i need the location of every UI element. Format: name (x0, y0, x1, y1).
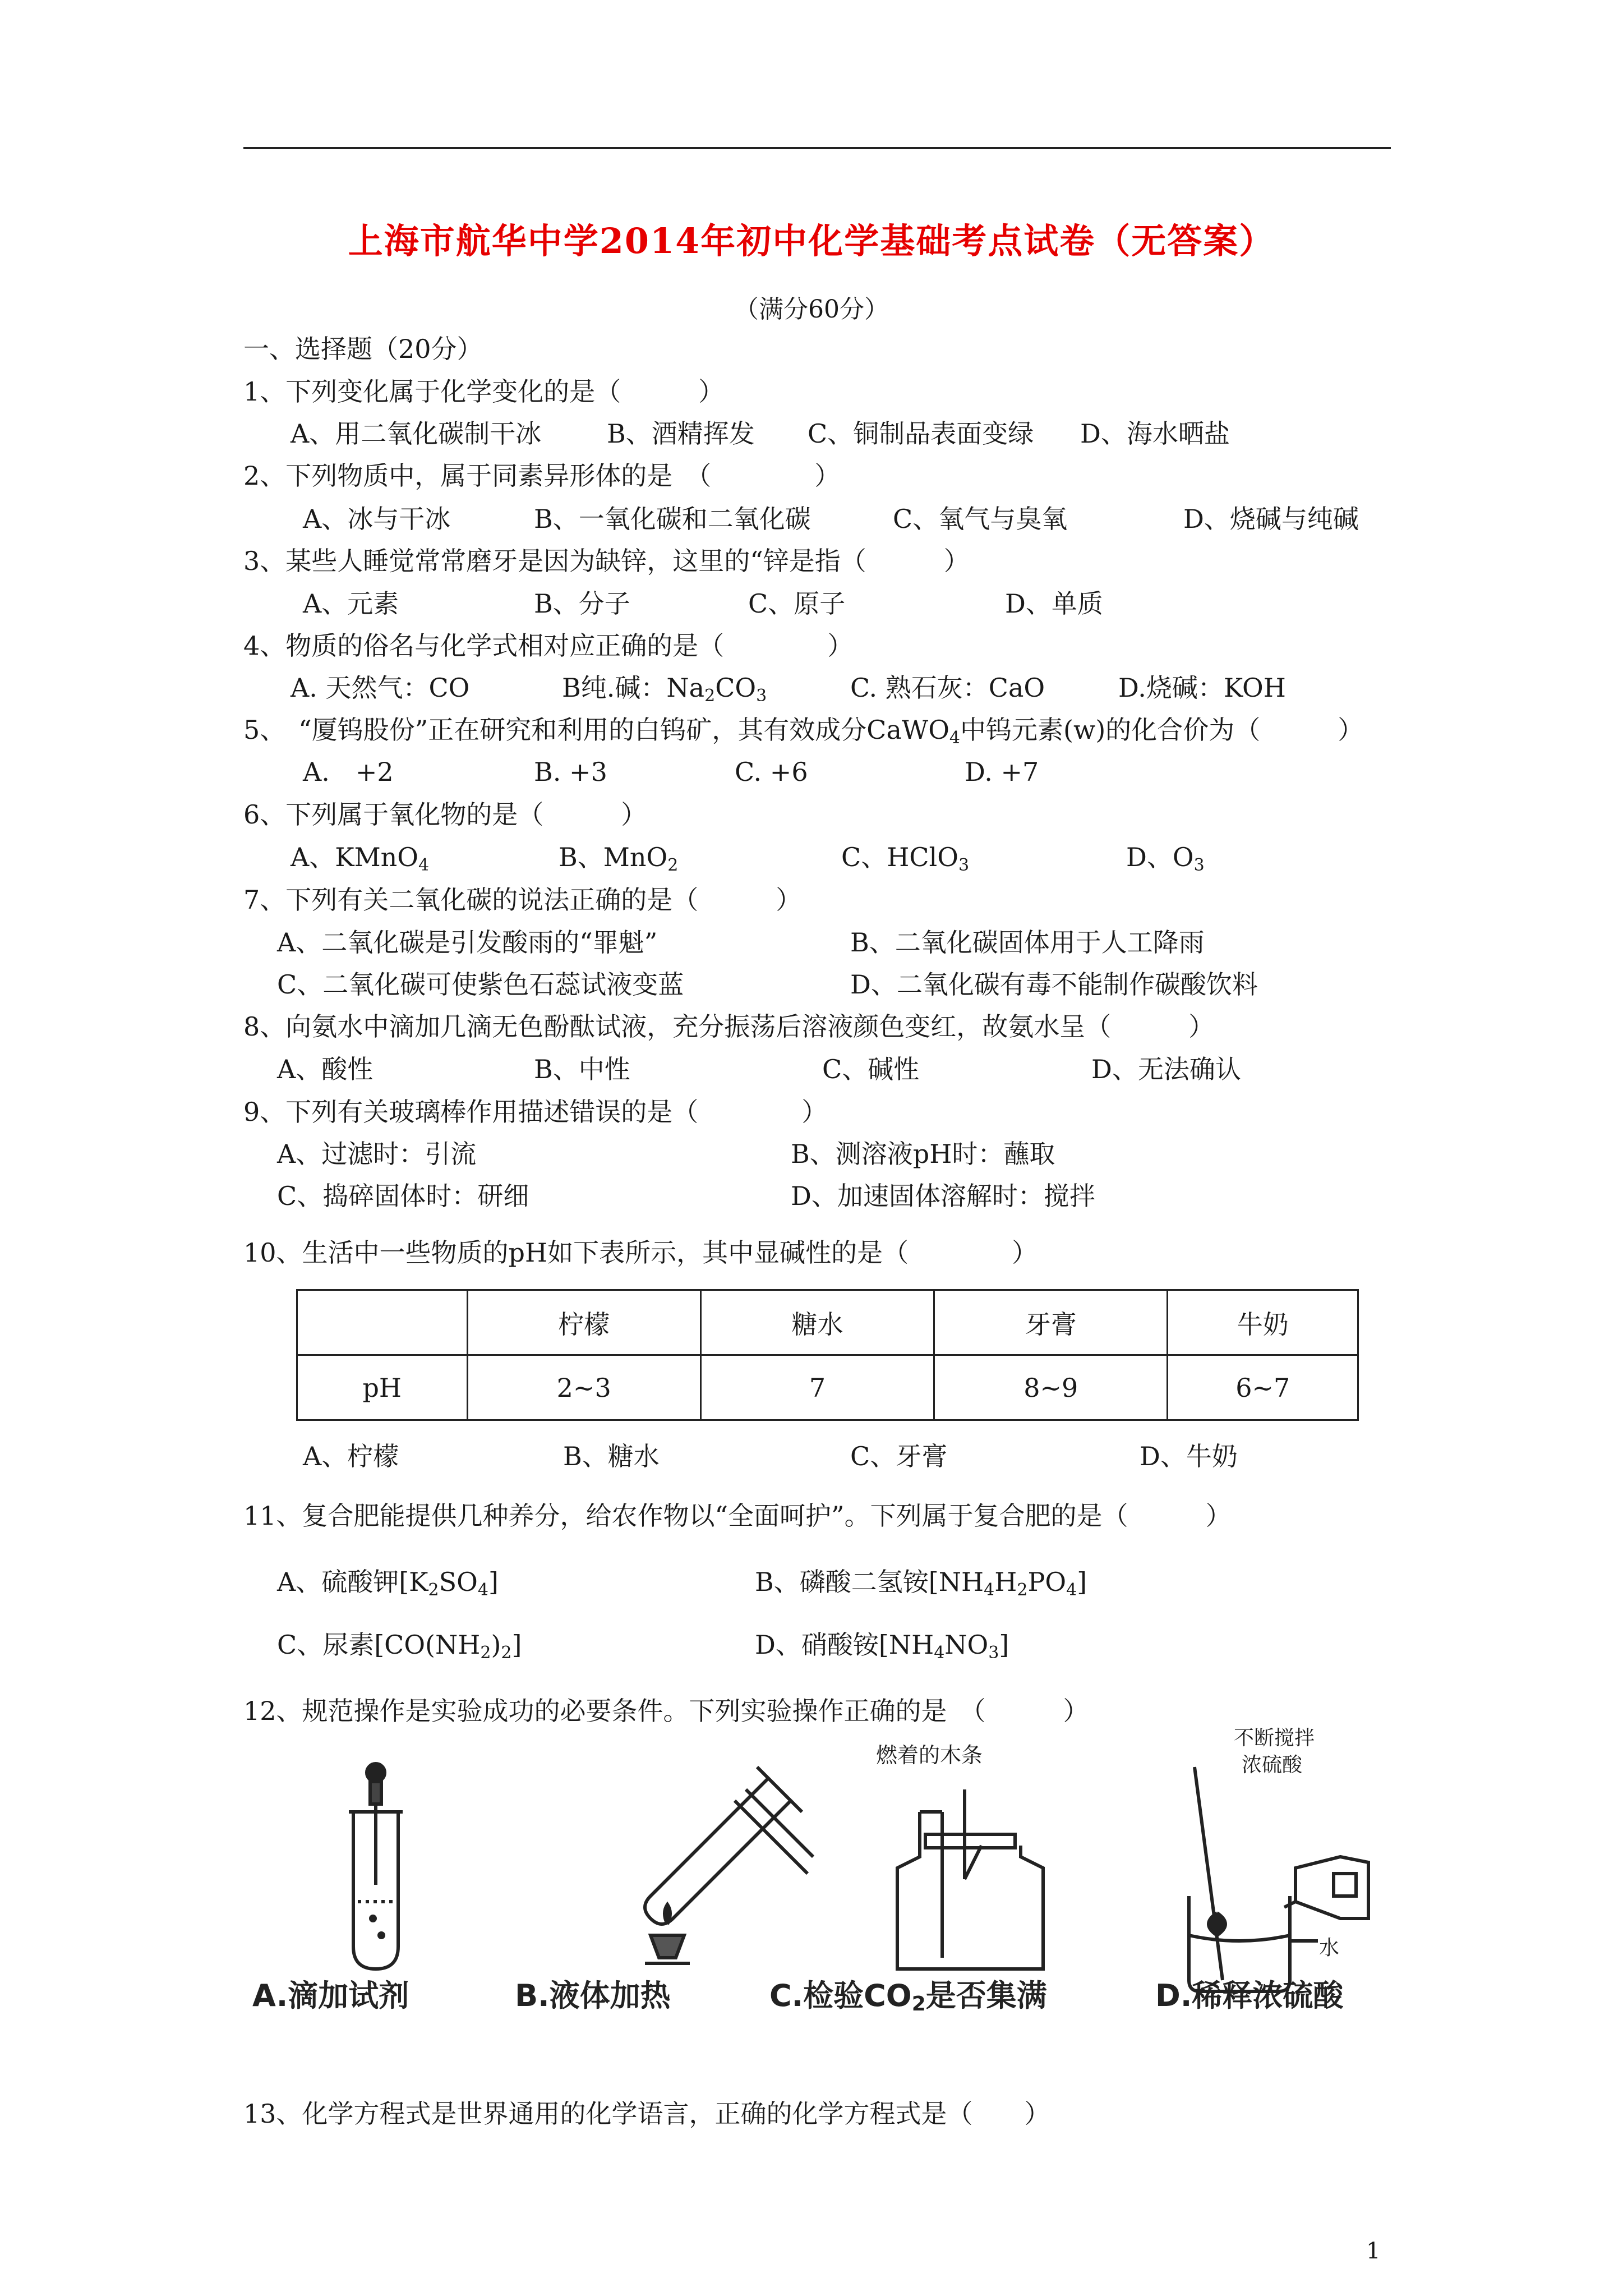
q11-stem: 11、复合肥能提供几种养分，给农作物以“全面呵护”。下列属于复合肥的是（ ） (243, 1501, 1232, 1531)
q6-option-d: D、$O_3$ (1126, 842, 1205, 875)
q7-option-b: B、二氧化碳固体用于人工降雨 (850, 927, 1205, 958)
q9-option-d: D、加速固体溶解时：搅拌 (791, 1181, 1095, 1211)
q5-option-c: C. +6 (735, 757, 808, 787)
q11-option-d: D、硝酸铵$[NH_4NO_3]$ (755, 1630, 1009, 1663)
q8-option-d: D、无法确认 (1091, 1054, 1241, 1084)
q2-option-b: B、一氧化碳和二氧化碳 (534, 504, 811, 534)
q2-option-a: A、冰与干冰 (303, 504, 451, 534)
q11-option-c: C、尿素$[CO(NH_2)_2]$ (277, 1630, 522, 1663)
q10-option-d: D、牛奶 (1140, 1441, 1238, 1471)
q6-option-b: B、MnO$_2$ (559, 842, 679, 875)
table-header-row (297, 1290, 1358, 1355)
table-cell: 6~7 (1168, 1355, 1358, 1420)
q13-stem: 13、化学方程式是世界通用的化学语言，正确的化学方程式是（ ） (243, 2099, 1050, 2129)
figure-a-caption: A.滴加试剂 (252, 1978, 409, 2013)
q10-option-c: C、牙膏 (850, 1441, 948, 1471)
q5-option-b: B. +3 (534, 757, 607, 787)
q5-option-d: D. +7 (965, 757, 1039, 787)
table-cell: 糖水 (700, 1290, 934, 1355)
beaker-figure (1155, 1756, 1391, 2003)
q8-option-b: B、中性 (534, 1054, 630, 1084)
q5-option-a: A. +2 (303, 757, 394, 787)
q1-option-d: D、海水晒盐 (1080, 418, 1230, 449)
q3-option-d: D、单质 (1005, 588, 1103, 619)
q9-option-a: A、过滤时：引流 (277, 1139, 477, 1169)
q2-option-d: D、烧碱与纯碱 (1183, 504, 1359, 534)
q7-stem: 7、下列有关二氧化碳的说法正确的是（ ） (243, 885, 802, 915)
gas-jar-figure (858, 1756, 1094, 2003)
q12-stem: 12、规范操作是实验成功的必要条件。下列实验操作正确的是 （ ） (243, 1696, 1089, 1726)
q4-option-d: D.烧碱：KOH (1118, 673, 1286, 703)
q7-option-c: C、二氧化碳可使紫色石蕊试液变蓝 (277, 969, 684, 1000)
dropper-test-tube-figure (264, 1756, 499, 2003)
page-number: 1 (1366, 2238, 1381, 2264)
table-cell: pH (297, 1355, 468, 1420)
q5-stem: 5、 “厦钨股份”正在研究和利用的白钨矿，其有效成分CaWO$_4$中钨元素(w)的化合价为（ ） (243, 715, 1364, 748)
table-cell: 7 (700, 1355, 934, 1420)
q3-option-a: A、元素 (303, 588, 399, 619)
q11-option-b: B、磷酸二氢铵$[NH_4H_2PO_4]$ (755, 1567, 1087, 1600)
table-cell (297, 1290, 468, 1355)
q3-stem: 3、某些人睡觉常常磨牙是因为缺锌，这里的“锌是指（ ） (243, 546, 970, 576)
table-cell: 牛奶 (1168, 1290, 1358, 1355)
q4-option-b: B纯.碱：$Na_2CO_3$ (562, 673, 767, 706)
q1-option-a: A、用二氧化碳制干冰 (291, 418, 542, 449)
q6-option-a: A、KMnO$_4$ (291, 842, 430, 875)
table-cell: 2~3 (467, 1355, 700, 1420)
q8-stem: 8、向氨水中滴加几滴无色酚酞试液，充分振荡后溶液颜色变红，故氨水呈（ ） (243, 1011, 1215, 1042)
q6-stem: 6、下列属于氧化物的是（ ） (243, 799, 647, 830)
q8-option-a: A、酸性 (277, 1054, 374, 1084)
q9-stem: 9、下列有关玻璃棒作用描述错误的是（ ） (243, 1097, 828, 1127)
q2-stem: 2、下列物质中，属于同素异形体的是 （ ） (243, 461, 841, 491)
q2-option-c: C、氧气与臭氧 (893, 504, 1068, 534)
table-cell: 8~9 (934, 1355, 1168, 1420)
q9-option-b: B、测溶液pH时：蘸取 (791, 1139, 1055, 1169)
figure-b-caption: B.液体加热 (515, 1978, 671, 2013)
figure-c-label: 燃着的木条 (876, 1743, 983, 1768)
ph-table (296, 1289, 1359, 1421)
q3-option-c: C、原子 (748, 588, 846, 619)
table-cell: 牙膏 (934, 1290, 1168, 1355)
figure-d-label-water: 水 (1319, 1936, 1340, 1959)
q11-option-a: A、硫酸钾$[K_2SO_4]$ (277, 1567, 499, 1600)
figure-c-caption: C.检验$CO_2$是否集满 (769, 1978, 1047, 2016)
q4-stem: 4、物质的俗名与化学式相对应正确的是（ ） (243, 631, 854, 661)
q1-stem: 1、下列变化属于化学变化的是（ ） (243, 376, 725, 407)
figure-d-label-acid: 浓硫酸 (1242, 1754, 1303, 1777)
q1-option-b: B、酒精挥发 (607, 418, 755, 449)
page-title: 上海市航华中学2014年初中化学基础考点试卷（无答案） (348, 220, 1275, 261)
figure-d-label-stir: 不断搅拌 (1234, 1727, 1315, 1750)
q10-stem: 10、生活中一些物质的pH如下表所示，其中显碱性的是（ ） (243, 1237, 1038, 1268)
table-cell: 柠檬 (467, 1290, 700, 1355)
section-heading: 一、选择题（20分） (243, 334, 483, 364)
q7-option-a: A、二氧化碳是引发酸雨的“罪魁” (277, 927, 658, 958)
heating-test-tube-figure (583, 1756, 819, 2003)
page-subtitle: （满分60分） (734, 295, 889, 324)
table-row (297, 1355, 1358, 1420)
q1-option-c: C、铜制品表面变绿 (808, 418, 1034, 449)
q10-option-a: A、柠檬 (303, 1441, 399, 1471)
q6-option-c: C、HClO$_3$ (841, 842, 970, 875)
header-rule (243, 147, 1391, 149)
q7-option-d: D、二氧化碳有毒不能制作碳酸饮料 (850, 969, 1258, 1000)
q8-option-c: C、碱性 (822, 1054, 920, 1084)
figure-d-caption: D.稀释浓硫酸 (1155, 1978, 1344, 2013)
q10-option-b: B、糖水 (563, 1441, 660, 1471)
q9-option-c: C、捣碎固体时：研细 (277, 1181, 529, 1211)
q3-option-b: B、分子 (534, 588, 630, 619)
q4-option-a: A. 天然气：CO (291, 673, 470, 703)
q4-option-c: C. 熟石灰：CaO (850, 673, 1045, 703)
